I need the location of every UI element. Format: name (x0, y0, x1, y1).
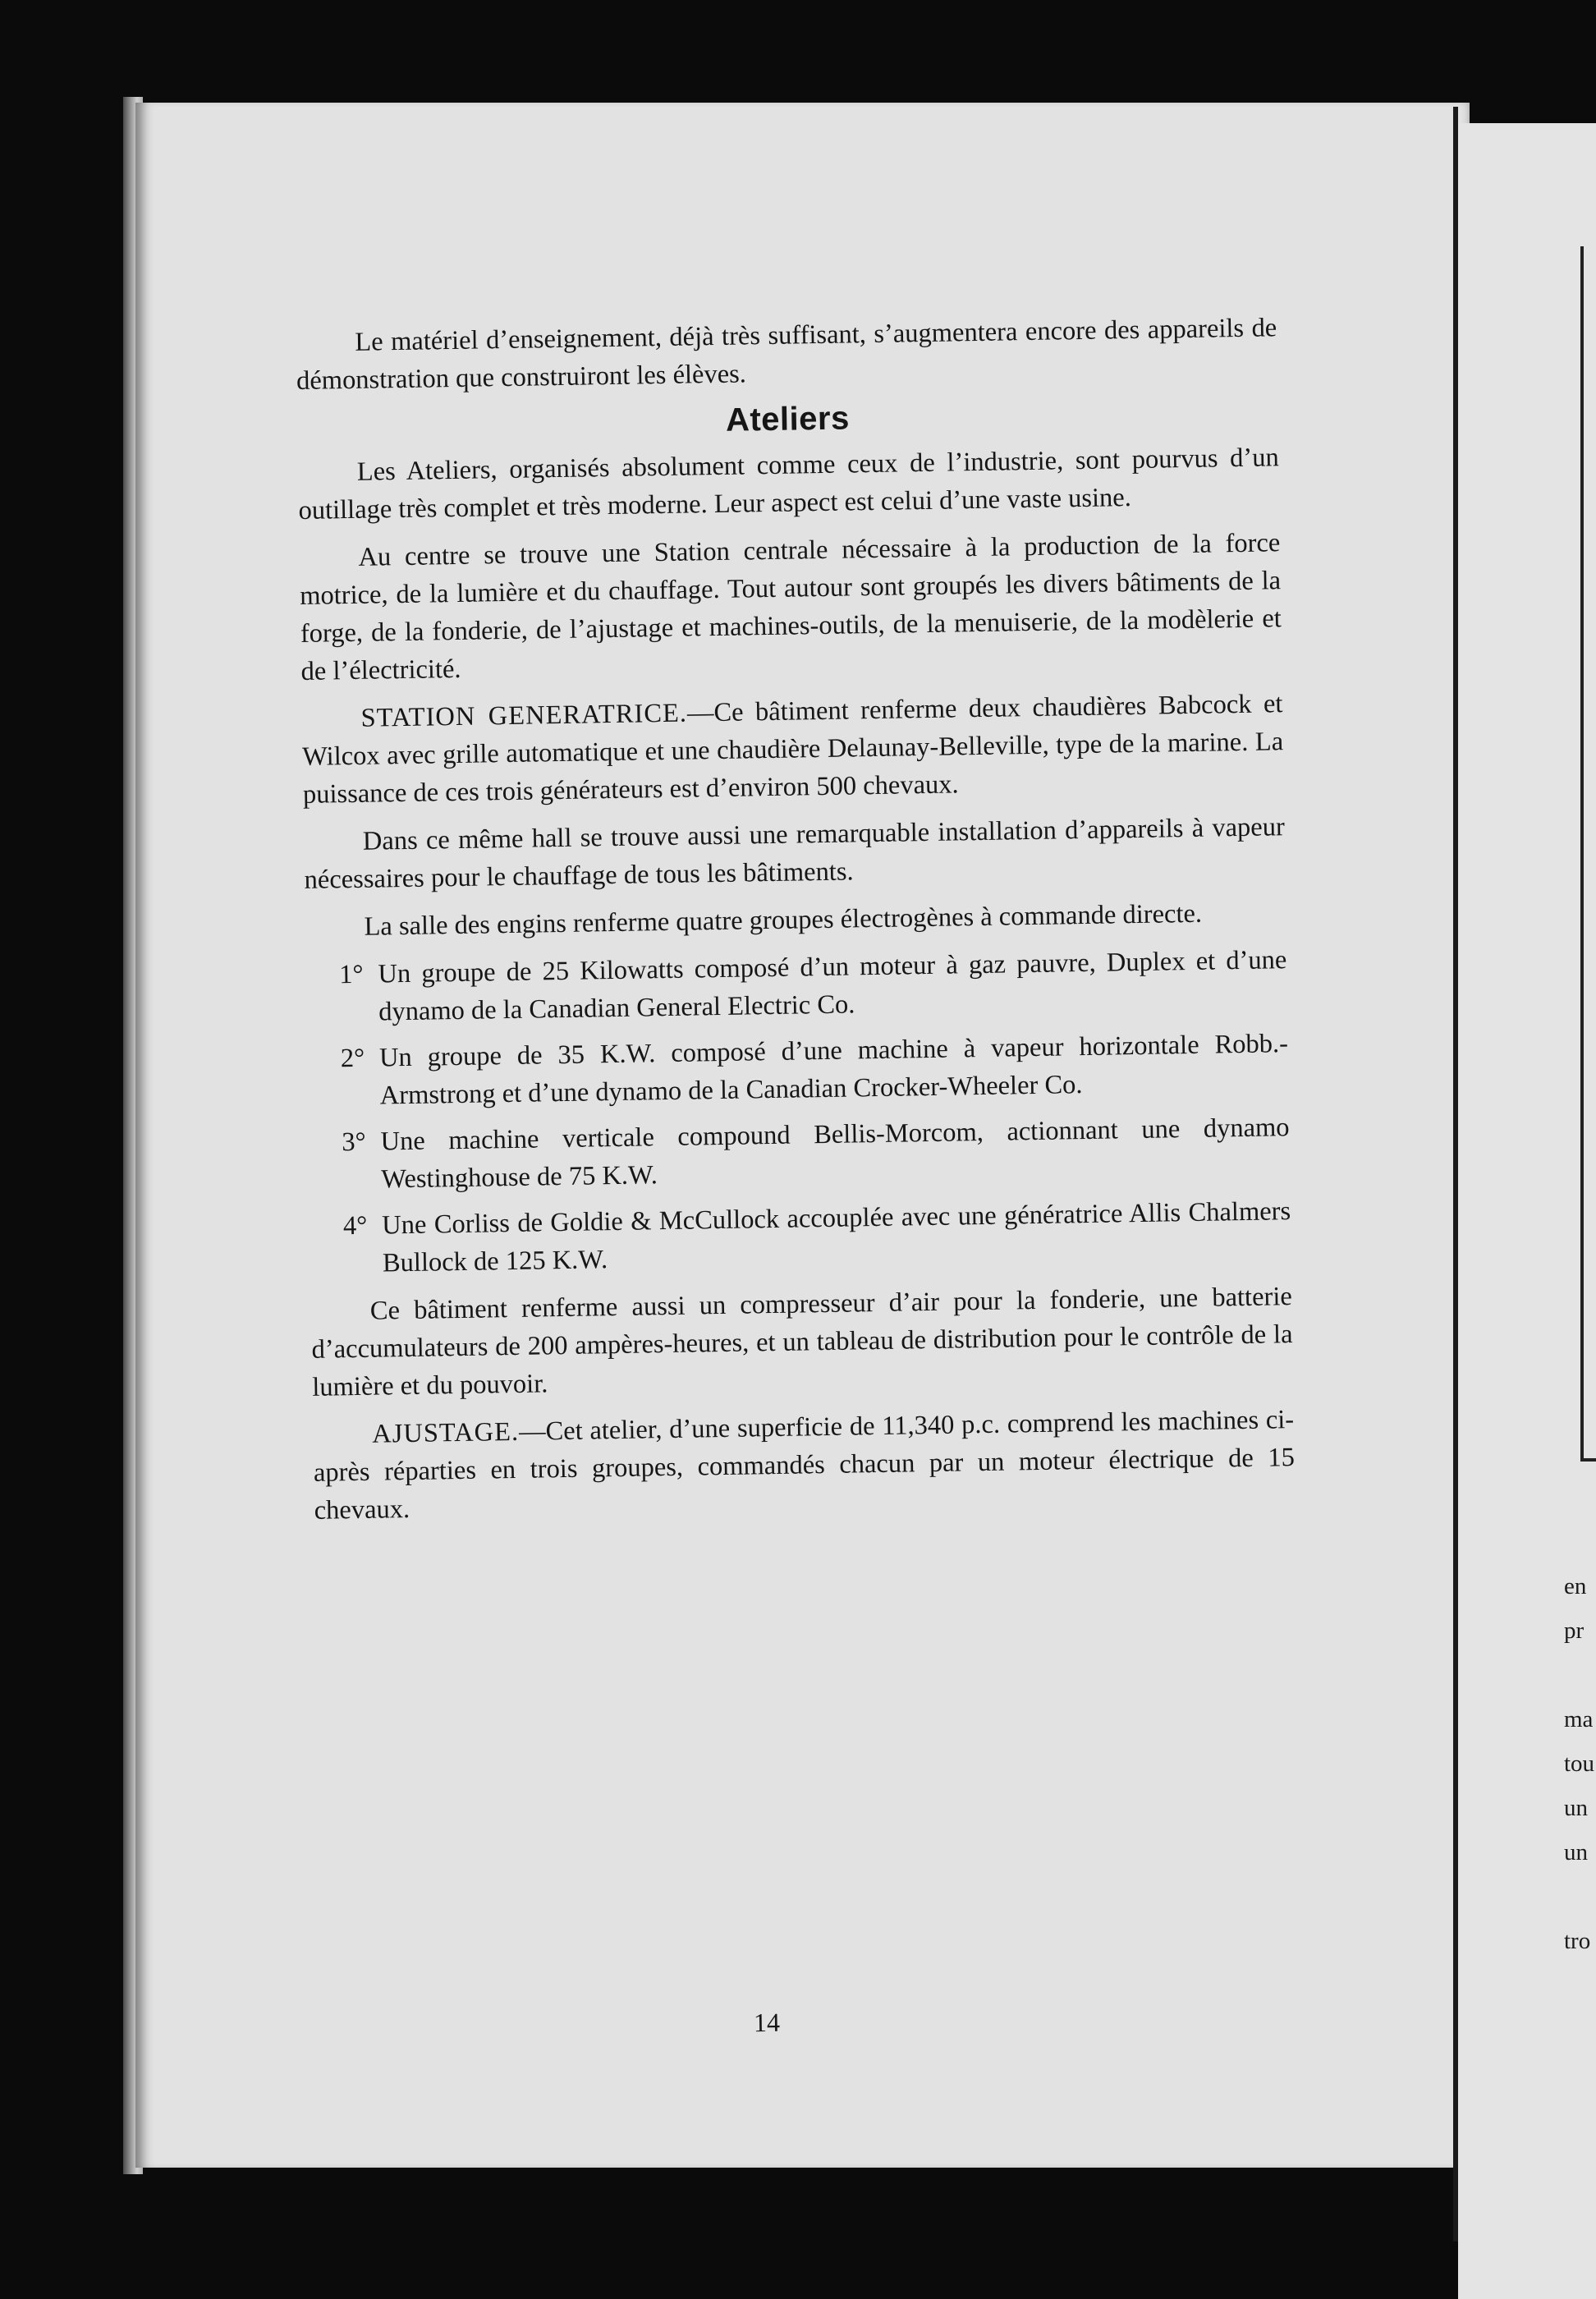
ajustage-label: AJUSTAGE. (371, 1416, 520, 1449)
list-item (308, 1108, 1290, 1200)
station-centrale-paragraph: Au centre se trouve une Station centrale nécessaire à la production de la force motrice, de la lumière et du chauffage. Tout autour sont groupés les divers bâtiments de la forge, de la fonderie, de l’ajustage et machines-outils, de la menuiserie, de la modèlerie et de l’électricité. (299, 528, 1282, 686)
list-item-text: Un groupe de 35 K.W. composé d’une machine à vapeur horizontale Robb.-Armstrong et d’une dynamo de la Canadian Crocker-Wheeler Co. (378, 1029, 1289, 1111)
intro-paragraph: Le matériel d’enseignement, déjà très suffisant, s’augmentera encore des appareils de démonstration que construiront les élèves. (296, 313, 1277, 396)
list-item-text: Une Corliss de Goldie & McCullock accouplée avec une génératrice Allis Chalmers Bullock de 125 K.W. (381, 1196, 1291, 1278)
list-item-text: Une machine verticale compound Bellis-Morcom, actionnant une dynamo Westinghouse de 75 K.W. (380, 1113, 1290, 1195)
right-fragment: un (1564, 1839, 1588, 1865)
ajustage-text: —Cet atelier, d’une superficie de 11,340 p.c. comprend les machines ci-après réparties en trois groupes, commandés chacun par un moteur électrique de 15 chevaux. (313, 1405, 1296, 1526)
hall-paragraph: Dans ce même hall se trouve aussi une remarquable installation d’appareils à vapeur nécessaires pour le chauffage de tous les bâtiments. (304, 812, 1286, 895)
list-item-number: 2° (340, 1043, 365, 1074)
right-page-text-fragments (1564, 1564, 1596, 1963)
list-item (310, 1192, 1291, 1283)
section-heading: Ateliers (725, 400, 851, 438)
ajustage-paragraph (313, 1401, 1296, 1530)
station-generatrice-paragraph (301, 685, 1284, 814)
list-item (305, 941, 1287, 1032)
list-item-number: 3° (342, 1127, 366, 1158)
list-item-number: 4° (342, 1210, 368, 1241)
list-item-number: 1° (338, 959, 364, 990)
ateliers-paragraph: Les Ateliers, organisés absolument comme ceux de l’industrie, sont pourvus d’un outillage très complet et très moderne. Leur aspect est celui d’une vaste usine. (298, 443, 1279, 525)
compresseur-paragraph: Ce bâtiment renferme aussi un compresseur d’air pour la fonderie, une batterie d’accumulateurs de 200 ampères-heures, et un tableau de distribution pour le contrôle de la lumière et du pouvoir. (311, 1282, 1293, 1402)
right-fragment: pr (1564, 1618, 1585, 1644)
book-gutter (1453, 107, 1458, 2242)
page-number: 14 (753, 2007, 781, 2038)
right-fragment: ma (1564, 1706, 1594, 1732)
station-generatrice-label: STATION GENERATRICE. (360, 698, 688, 733)
right-page (1458, 123, 1596, 2299)
salle-des-engins-paragraph: La salle des engins renferme quatre groupes électrogènes à commande directe. (364, 898, 1203, 942)
list-item-text: Un groupe de 25 Kilowatts composé d’un moteur à gaz pauvre, Duplex et d’une dynamo de la Canadian General Electric Co. (378, 945, 1287, 1027)
page-text (296, 309, 1296, 1540)
right-fragment: un (1564, 1795, 1588, 1821)
right-page-image-frame (1580, 246, 1596, 1462)
generator-list (305, 941, 1291, 1283)
right-fragment (1564, 1875, 1596, 1919)
list-item (307, 1025, 1289, 1116)
station-generatrice-text: —Ce bâtiment renferme deux chaudières Babcock et Wilcox avec grille automatique et une chaudière Delaunay-Belleville, type de la marine. La puissance de ces trois générateurs est d’environ 500 chevaux. (301, 689, 1284, 810)
right-fragment: tou (1564, 1751, 1595, 1777)
right-fragment: en (1564, 1573, 1587, 1599)
right-fragment: tro (1564, 1928, 1591, 1954)
right-fragment (1564, 1653, 1596, 1697)
